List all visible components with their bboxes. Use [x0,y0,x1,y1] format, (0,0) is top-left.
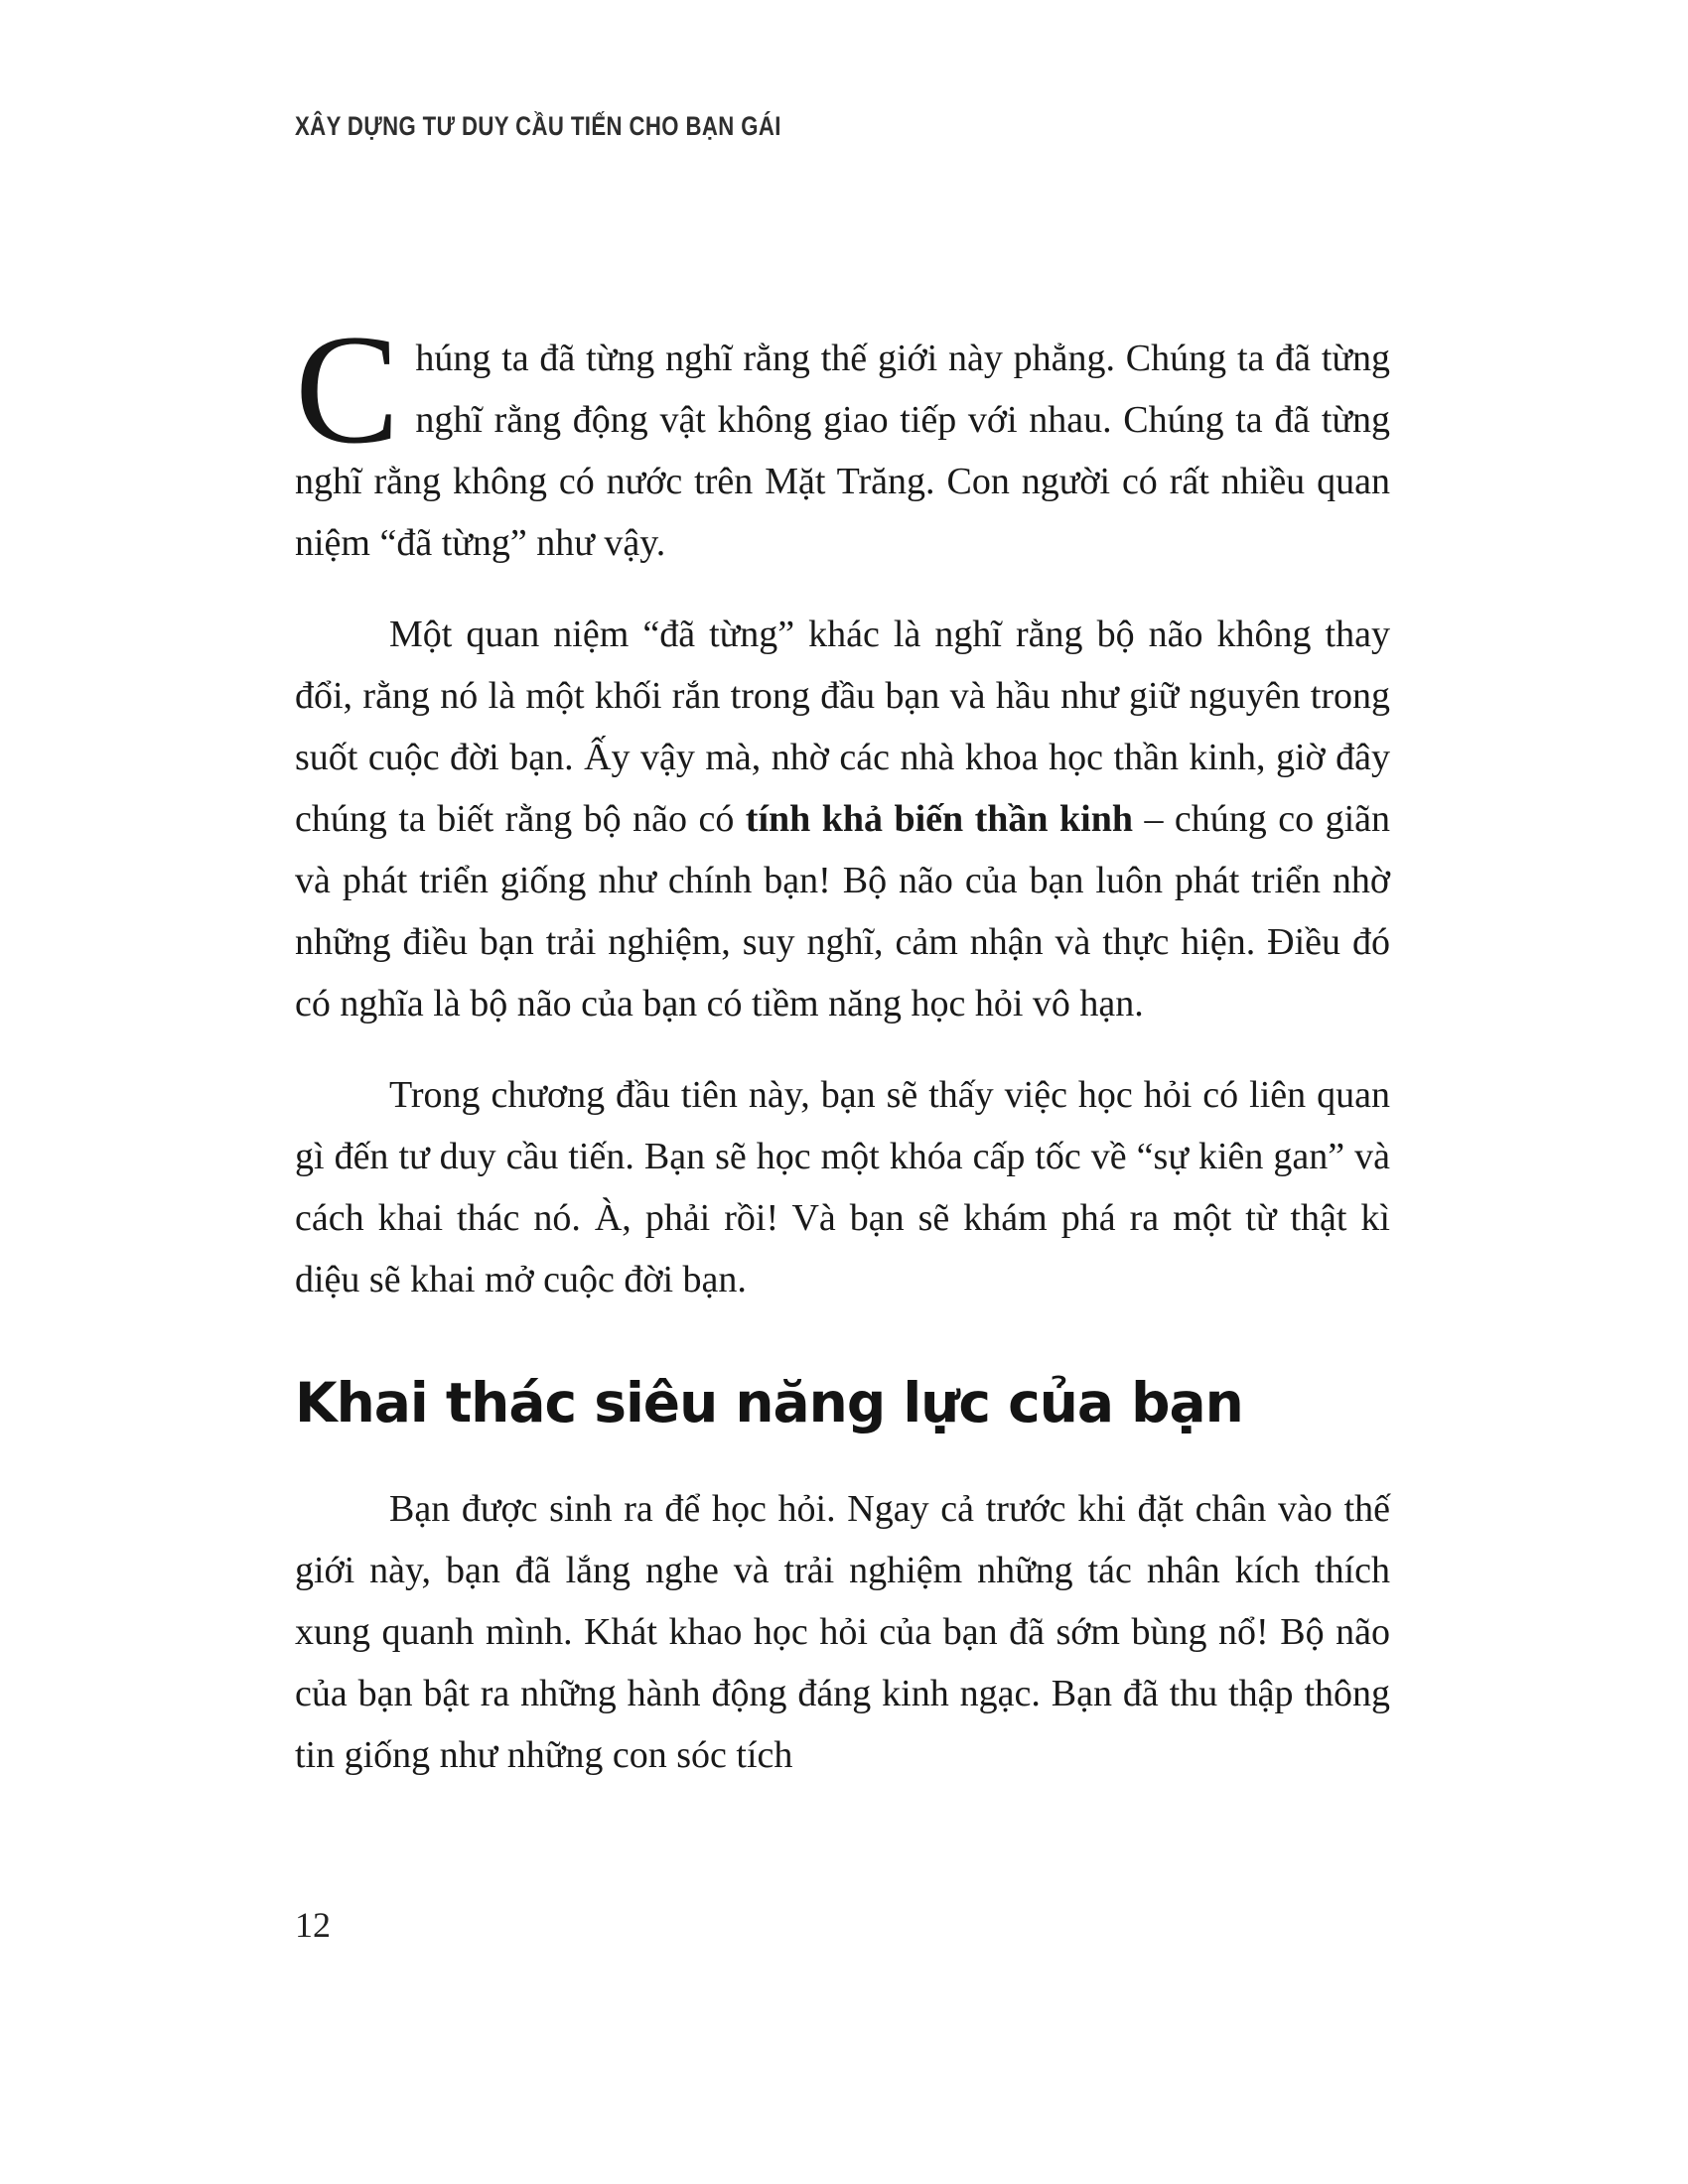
paragraph-text: Bạn được sinh ra để học hỏi. Ngay cả trước khi đặt chân vào thế giới này, bạn đã lắng nghe và trải nghiệm những tác nhân kích thích xung quanh mình. Khát khao học hỏi của bạn đã sớm bùng nổ! Bộ não của bạn bật ra những hành động đáng kinh ngạc. Bạn đã thu thập thông tin giống như những con sóc tích [295,1488,1390,1777]
body-text [295,303,1391,1786]
drop-cap: C [295,303,400,477]
paragraph-text: Một quan niệm “đã từng” khác là nghĩ rằng bộ não không thay đổi, rằng nó là một khối rắn trong đầu bạn và hầu như giữ nguyên trong suốt cuộc đời bạn. Ấy vậy mà, nhờ các nhà khoa học thần kinh, giờ đây chúng ta biết rằng bộ não có [295,614,1390,840]
running-header: XÂY DỰNG TƯ DUY CẦU TIẾN CHO BẠN GÁI [295,111,781,141]
bold-term: tính khả biến thần kinh [745,798,1133,840]
paragraph-text: húng ta đã từng nghĩ rằng thế giới này phẳng. Chúng ta đã từng nghĩ rằng động vật không giao tiếp với nhau. Chúng ta đã từng nghĩ rằng không có nước trên Mặt Trăng. Con người có rất nhiều quan niệm “đã từng” như vậy. [295,338,1390,564]
paragraph [295,1064,1390,1310]
paragraph [295,303,1390,574]
paragraph [295,1478,1390,1786]
page-number: 12 [295,1905,331,1945]
section-heading: Khai thác siêu năng lực của bạn [295,1371,1243,1434]
paragraph [295,604,1390,1034]
paragraph-text: Trong chương đầu tiên này, bạn sẽ thấy việc học hỏi có liên quan gì đến tư duy cầu tiến. Bạn sẽ học một khóa cấp tốc về “sự kiên gan” và cách khai thác nó. À, phải rồi! Và bạn sẽ khám phá ra một từ thật kì diệu sẽ khai mở cuộc đời bạn. [295,1074,1390,1300]
paragraph-text: – chúng co giãn và phát triển giống như chính bạn! Bộ não của bạn luôn phát triển nhờ những điều bạn trải nghiệm, suy nghĩ, cảm nhận và thực hiện. Điều đó có nghĩa là bộ não của bạn có tiềm năng học hỏi vô hạn. [295,798,1391,1024]
